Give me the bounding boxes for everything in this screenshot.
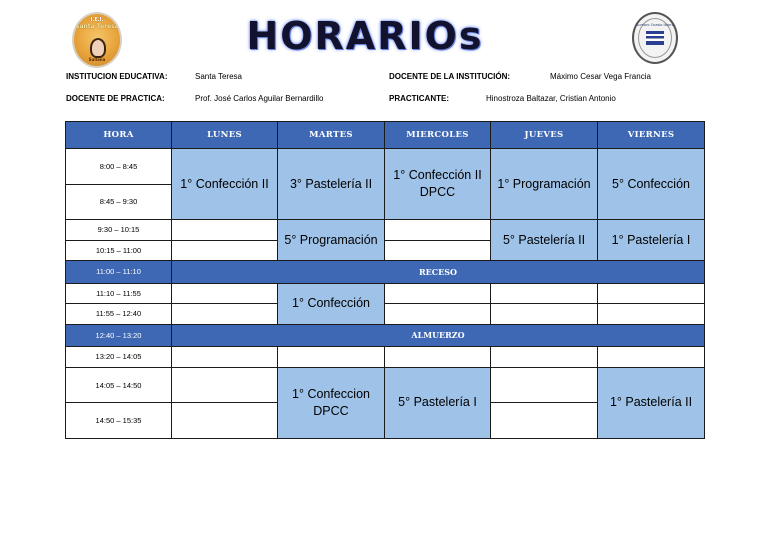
empty-cell bbox=[491, 283, 598, 303]
time-slot: 11:00 – 11:10 bbox=[66, 261, 172, 284]
empty-cell bbox=[491, 403, 598, 439]
empty-cell bbox=[172, 283, 278, 303]
practice-teacher-label: DOCENTE DE PRACTICA: bbox=[66, 94, 165, 103]
page-title: HORARIOs bbox=[246, 14, 484, 58]
table-row bbox=[66, 347, 705, 367]
time-slot: 11:55 – 12:40 bbox=[66, 304, 172, 324]
intern-value: Hinostroza Baltazar, Cristian Antonio bbox=[486, 94, 616, 103]
empty-cell bbox=[172, 240, 278, 260]
class-cell: 1° Programación bbox=[491, 149, 598, 220]
time-slot: 8:00 – 8:45 bbox=[66, 149, 172, 185]
time-slot: 13:20 – 14:05 bbox=[66, 347, 172, 367]
time-slot: 14:50 – 15:35 bbox=[66, 403, 172, 439]
time-slot: 9:30 – 10:15 bbox=[66, 220, 172, 240]
logo-portrait-icon bbox=[90, 38, 106, 58]
column-header-monday: LUNES bbox=[172, 122, 278, 149]
class-cell: 5° Programación bbox=[278, 220, 385, 261]
time-slot: 12:40 – 13:20 bbox=[66, 324, 172, 347]
table-row bbox=[66, 367, 705, 403]
empty-cell bbox=[172, 304, 278, 324]
class-cell: 1° Confección II bbox=[172, 149, 278, 220]
class-cell: 5° Pastelería II bbox=[491, 220, 598, 261]
institution-value: Santa Teresa bbox=[195, 72, 242, 81]
logo-text: Sullana bbox=[88, 57, 106, 62]
class-cell: 1° Confección II DPCC bbox=[385, 149, 491, 220]
empty-cell bbox=[598, 347, 705, 367]
class-cell: 1° Confeccion DPCC bbox=[278, 367, 385, 438]
lunch-label: ALMUERZO bbox=[172, 324, 705, 347]
empty-cell bbox=[385, 283, 491, 303]
class-cell: 5° Confección bbox=[598, 149, 705, 220]
empty-cell bbox=[491, 347, 598, 367]
empty-cell bbox=[172, 347, 278, 367]
table-row bbox=[66, 304, 705, 324]
class-cell: 3° Pastelería II bbox=[278, 149, 385, 220]
empty-cell bbox=[385, 347, 491, 367]
schedule-table bbox=[65, 121, 705, 439]
column-header-friday: VIERNES bbox=[598, 122, 705, 149]
practice-teacher-value: Prof. José Carlos Aguilar Bernardillo bbox=[195, 94, 324, 103]
logo-text: I.E.I. bbox=[90, 17, 104, 23]
empty-cell bbox=[172, 220, 278, 240]
seal-text: Sumaro Ocasio Ibarra bbox=[636, 23, 674, 27]
class-cell: 1° Pastelería II bbox=[598, 367, 705, 438]
empty-cell bbox=[172, 403, 278, 439]
empty-cell bbox=[598, 283, 705, 303]
table-row bbox=[66, 149, 705, 185]
column-header-wednesday: MIERCOLES bbox=[385, 122, 491, 149]
table-row bbox=[66, 283, 705, 303]
empty-cell bbox=[385, 240, 491, 260]
class-cell: 5° Pastelería I bbox=[385, 367, 491, 438]
seal-emblem-icon bbox=[646, 31, 664, 45]
empty-cell bbox=[385, 304, 491, 324]
empty-cell bbox=[491, 304, 598, 324]
empty-cell bbox=[598, 304, 705, 324]
intern-label: PRACTICANTE: bbox=[389, 94, 449, 103]
logo-text: Santa Teresa bbox=[75, 23, 119, 30]
break-row bbox=[66, 324, 705, 347]
column-header-thursday: JUEVES bbox=[491, 122, 598, 149]
class-cell: 1° Confección bbox=[278, 283, 385, 324]
time-slot: 8:45 – 9:30 bbox=[66, 184, 172, 220]
empty-cell bbox=[278, 347, 385, 367]
teacher-institution-label: DOCENTE DE LA INSTITUCIÓN: bbox=[389, 72, 511, 81]
institution-label: INSTITUCION EDUCATIVA: bbox=[66, 72, 168, 81]
column-header-hour: HORA bbox=[66, 122, 172, 149]
recess-label: RECESO bbox=[172, 261, 705, 284]
table-header-row bbox=[66, 122, 705, 149]
time-slot: 14:05 – 14:50 bbox=[66, 367, 172, 403]
teacher-institution-value: Máximo Cesar Vega Francia bbox=[550, 72, 651, 81]
time-slot: 10:15 – 11:00 bbox=[66, 240, 172, 260]
school-logo bbox=[72, 12, 122, 68]
break-row bbox=[66, 261, 705, 284]
empty-cell bbox=[172, 367, 278, 403]
institution-seal bbox=[632, 12, 678, 64]
table-row bbox=[66, 220, 705, 240]
column-header-tuesday: MARTES bbox=[278, 122, 385, 149]
class-cell: 1° Pastelería I bbox=[598, 220, 705, 261]
empty-cell bbox=[385, 220, 491, 240]
time-slot: 11:10 – 11:55 bbox=[66, 283, 172, 303]
empty-cell bbox=[491, 367, 598, 403]
